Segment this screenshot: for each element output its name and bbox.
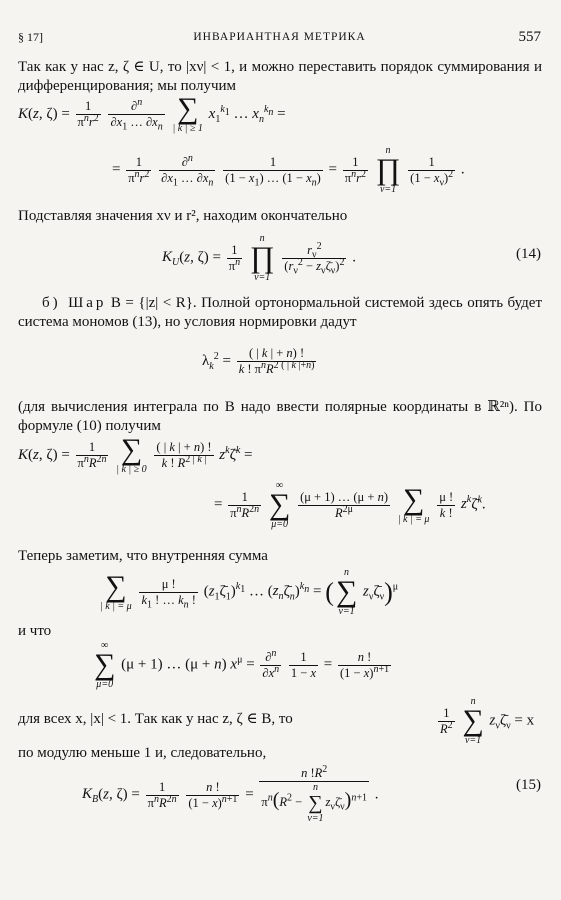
paragraph-3 (18, 294, 542, 332)
case-label: б) Шар (42, 295, 107, 311)
equation-number-14: (14) (516, 246, 541, 262)
formula-kernel-series: K(z, ζ) = $\frac{1}{\pi^nr^2}$ $\frac{\partial^n}{\partial x_1 \dots \partial x_n}$ ∑ | k | ≥ 1 $x_1^{k_1}$ … $x_n^{k_n}$ = (18, 92, 286, 134)
formula-ball-series: K(z, ζ) = $\frac{1}{\pi^nR^{2n}}$ ∑ | k | ≥ 0 $\frac{( | k | + n) !}{k ! R^{2 | k |}}$ $z^k\zetā^k$ = (18, 433, 253, 475)
formula-ball-double-sum: = $\frac{1}{\pi^nR^{2n}}$ ∞ ∑ μ=0 $\frac{(\mu + 1) \dots (\mu + n)}{R^{2\mu}}$ ∑ | k | = μ $\frac{\mu !}{k !}$ $z^k\zetā^k$. (214, 480, 486, 530)
running-title: ИНВАРИАНТНАЯ МЕТРИКА (193, 31, 366, 43)
equation-number-15: (15) (516, 777, 541, 793)
formula-inner-sum: ∑ | k | = μ $\frac{\mu !}{k_1 ! \dots k_n !}$ $(z_1\zetā_1)^{k_1}$ … $(z_n\zetā_n)^{k_n}$ = ( n ∑ ν=1 $z_\nu\zetā_\nu)^\mu$ (100, 567, 399, 617)
paragraph-7 (18, 710, 293, 729)
paragraph-6: и что (18, 623, 52, 639)
formula-15: $K_B(z$, ζ) = $\frac{1}{\pi^nR^{2n}}$ $\frac{n !}{(1 - x)^{n+1}}$ = n $!R^2$ $\pi^n(R^2$ − n ∑ ν=1 $z_\nu\zetā_\nu)^{n+1}$ . (82, 763, 379, 824)
paragraph-3-text: B = {|z| < R}. Полной ортонормальной системой здесь опять будет система мономов (13), но условия нормировки дадут (18, 295, 542, 330)
paragraph-7-text: для всех x, |x| < 1. Так как у нас z, ζ ∈ B, то (18, 711, 293, 727)
paragraph-2: Подставляя значения xν и r², находим окончательно (18, 208, 348, 224)
formula-ratio-tail: = x (514, 712, 535, 729)
section-ref: § 17] (18, 30, 43, 44)
page-header (18, 28, 541, 48)
formula-norm: $\lambda_k^2$ = $\frac{( | k | + n) !}{k ! \pi^nR^{2 ( | k |+n)}}$ (202, 346, 315, 376)
formula-geometric-derivative: ∞ ∑ μ=0 (μ + 1) … (μ + n) $x^\mu$ = $\frac{\partial^n}{\partial x^n}$ $\frac{1}{1 - x}$ = $\frac{n !}{(1 - x)^{n+1}}$ (94, 640, 390, 690)
page-number: 557 (518, 29, 541, 45)
formula-ratio-x: $\frac{1}{R^2}$ n ∑ ν=1 $z_\nu\zetā_\nu = x$ (440, 696, 535, 746)
paragraph-4: (для вычисления интеграла по B надо ввести полярные координаты в ℝ²ⁿ). По формуле (10) получим (18, 399, 542, 434)
paragraph-1: Так как у нас z, ζ ∈ U, то |xν| < 1, и можно переставить порядок суммирования и дифференцирования; мы получим (18, 59, 542, 94)
paragraph-5: Теперь заметим, что внутренняя сумма (18, 548, 268, 564)
formula-14: $K_U(z$, ζ) = $\frac{1}{\pi^n}$ n ∏ ν=1 $\frac{r_\nu^2}{(r_\nu^2 - z_\nu\zetā_\nu)^2}$ . (162, 233, 356, 283)
formula-kernel-product: = $\frac{1}{\pi^nr^2}$ $\frac{\partial^n}{\partial x_1 \dots \partial x_n}$ $\frac{1}{(1 - x_1) \dots (1 - x_n)}$ = $\frac{1}{\pi^nr^2}$ n ∏ ν=1 $\frac{1}{(1 - x_\nu)^2}$ . (112, 145, 465, 195)
paragraph-8: по модулю меньше 1 и, следовательно, (18, 745, 267, 761)
